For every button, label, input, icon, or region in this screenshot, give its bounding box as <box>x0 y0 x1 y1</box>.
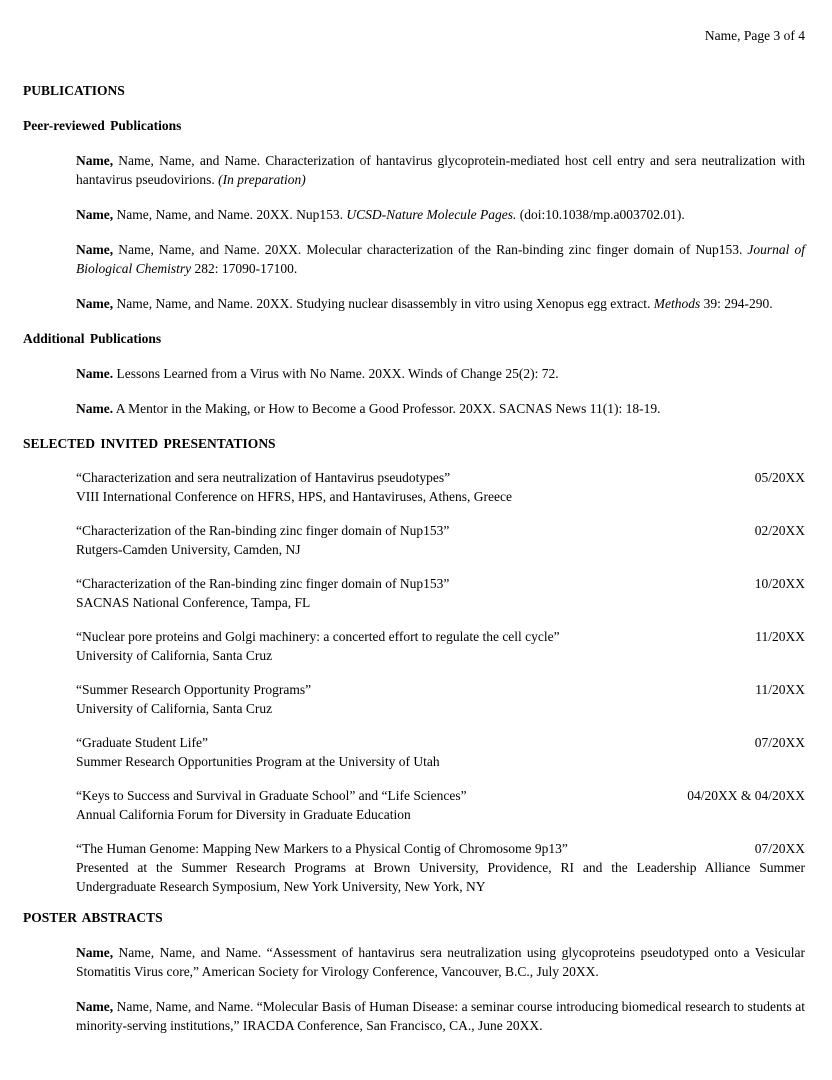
subsection-title-additional-publications: Additional Publications <box>23 331 162 346</box>
presentation-venue: University of California, Santa Cruz <box>76 648 273 663</box>
page-header <box>23 26 805 45</box>
additional-publication-entry: Name. A Mentor in the Making, or How to Become a Good Professor. 20XX. SACNAS News 11(1): 18-19. <box>76 401 661 416</box>
publication-entry: Name, Name, Name, and Name. 20XX. Nup153. UCSD-Nature Molecule Pages. (doi:10.1038/mp.a003702.01). <box>76 207 685 222</box>
presentation-title: “Characterization of the Ran-binding zinc finger domain of Nup153” <box>76 523 450 538</box>
presentation-title: “Keys to Success and Survival in Graduate School” and “Life Sciences” <box>76 788 467 803</box>
publication-entry: Name, Name, Name, and Name. Characterization of hantavirus glycoprotein-mediated host cell entry and sera neutralization with hantavirus pseudovirions. (In preparation) <box>76 153 805 187</box>
presentation-item <box>76 521 805 559</box>
presentation-title: “Characterization and sera neutralization of Hantavirus pseudotypes” <box>76 470 451 485</box>
section-title-publications: PUBLICATIONS <box>23 83 125 98</box>
presentation-title-row <box>76 786 805 805</box>
presentation-venue: University of California, Santa Cruz <box>76 701 273 716</box>
presentation-title: “Graduate Student Life” <box>76 735 208 750</box>
presentation-date: 11/20XX <box>755 682 805 697</box>
presentation-title-row <box>76 680 805 699</box>
presentation-date: 10/20XX <box>754 576 805 591</box>
presentation-title: “Nuclear pore proteins and Golgi machinery: a concerted effort to regulate the cell cycle” <box>76 629 560 644</box>
page-number-label: Name, Page 3 of 4 <box>704 28 805 43</box>
presentation-title: “Characterization of the Ran-binding zinc finger domain of Nup153” <box>76 576 450 591</box>
section-title-poster-abstracts: POSTER ABSTRACTS <box>23 910 163 925</box>
presentation-date: 05/20XX <box>754 470 805 485</box>
section-title-presentations: SELECTED INVITED PRESENTATIONS <box>23 436 276 451</box>
presentation-venue: SACNAS National Conference, Tampa, FL <box>76 595 311 610</box>
presentation-venue: Presented at the Summer Research Programs at Brown University, Providence, RI and the Leadership Alliance Summer Undergraduate Research Symposium, New York University, New York, NY <box>76 860 805 894</box>
presentation-venue: VIII International Conference on HFRS, HPS, and Hantaviruses, Athens, Greece <box>76 489 513 504</box>
presentation-title-row <box>76 574 805 593</box>
poster-abstract-entry: Name, Name, Name, and Name. “Molecular Basis of Human Disease: a seminar course introducing biomedical research to students at minority-serving institutions,” IRACDA Conference, San Francisco, CA., June 20XX. <box>76 999 805 1033</box>
presentation-item <box>76 839 805 896</box>
presentation-item <box>76 574 805 612</box>
subsection-title-peer-reviewed: Peer-reviewed Publications <box>23 118 182 133</box>
presentation-venue: Annual California Forum for Diversity in Graduate Education <box>76 807 411 822</box>
presentation-venue: Summer Research Opportunities Program at the University of Utah <box>76 754 440 769</box>
publication-entry: Name, Name, Name, and Name. 20XX. Studying nuclear disassembly in vitro using Xenopus egg extract. Methods 39: 294-290. <box>76 296 773 311</box>
presentation-title-row <box>76 468 805 487</box>
additional-publication-entry: Name. Lessons Learned from a Virus with No Name. 20XX. Winds of Change 25(2): 72. <box>76 366 559 381</box>
presentation-title-row <box>76 839 805 858</box>
presentation-item <box>76 468 805 506</box>
presentation-date: 07/20XX <box>754 841 805 856</box>
publication-entry: Name, Name, Name, and Name. 20XX. Molecular characterization of the Ran-binding zinc finger domain of Nup153. Journal of Biological Chemistry 282: 17090-17100. <box>76 242 806 276</box>
presentation-item <box>76 786 805 824</box>
presentation-date: 04/20XX & 04/20XX <box>687 788 805 803</box>
presentation-date: 02/20XX <box>754 523 805 538</box>
presentation-title: “Summer Research Opportunity Programs” <box>76 682 312 697</box>
presentation-title-row <box>76 627 805 646</box>
presentation-date: 11/20XX <box>755 629 805 644</box>
presentation-item <box>76 627 805 665</box>
presentation-title-row <box>76 733 805 752</box>
poster-abstract-entry: Name, Name, Name, and Name. “Assessment of hantavirus sera neutralization using glycoproteins pseudotyped onto a Vesicular Stomatitis Virus core,” American Society for Virology Conference, Vancouver, B.C., July 20XX. <box>76 945 805 979</box>
presentation-venue: Rutgers-Camden University, Camden, NJ <box>76 542 301 557</box>
presentation-title-row <box>76 521 805 540</box>
presentation-item <box>76 733 805 771</box>
presentation-item <box>76 680 805 718</box>
presentation-title: “The Human Genome: Mapping New Markers to a Physical Contig of Chromosome 9p13” <box>76 841 568 856</box>
presentation-date: 07/20XX <box>754 735 805 750</box>
